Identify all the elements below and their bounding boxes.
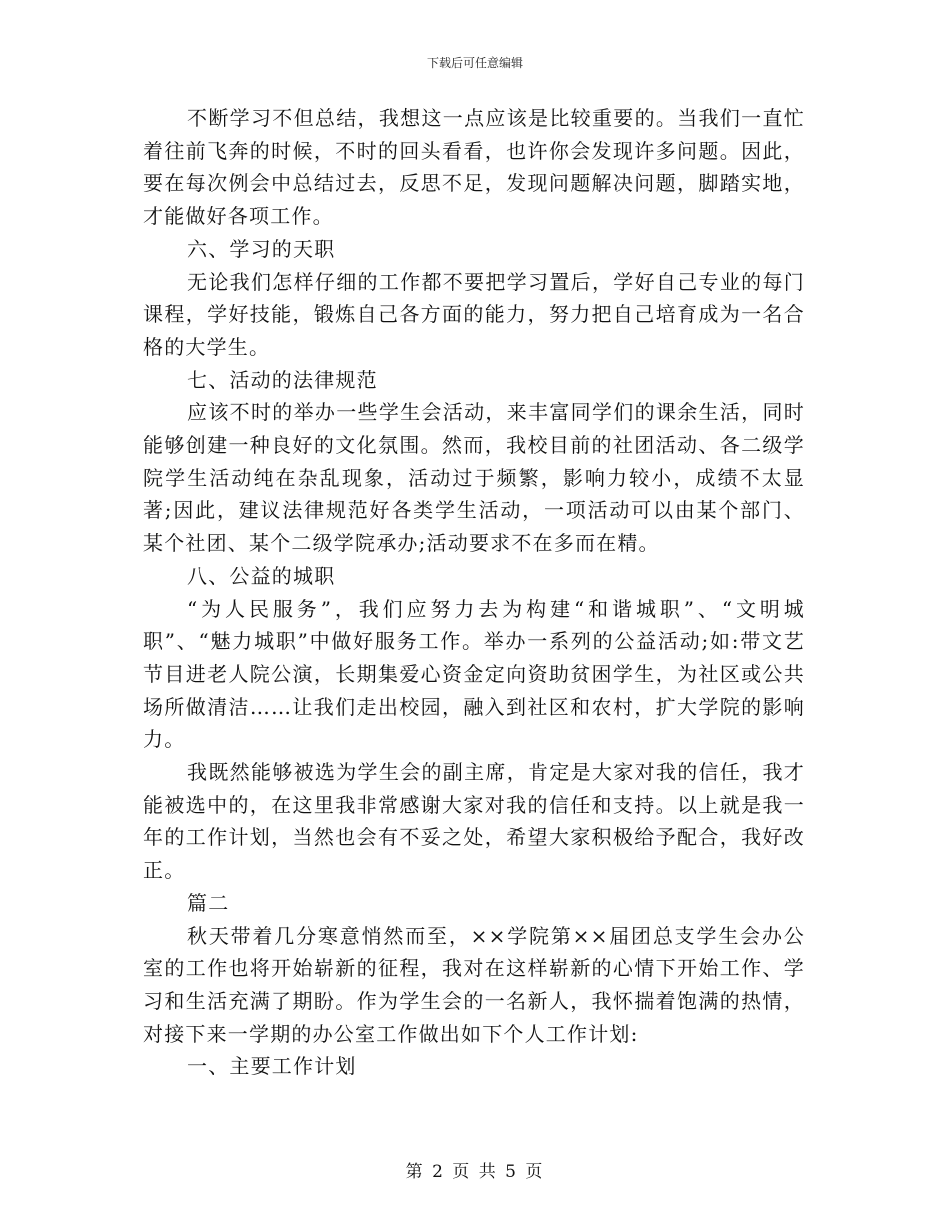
section-heading: 篇二 (187, 890, 230, 915)
section-heading: 七、活动的法律规范 (187, 367, 378, 392)
page-footer: 第 2 页 共 5 页 (405, 1162, 545, 1182)
document-body (143, 102, 805, 1083)
paragraph: “为人民服务”，我们应努力去为构建“和谐城职”、“文明城职”、“魅力城职”中做好服务工作。举办一系列的公益活动;如:带文艺节目进老人院公演，长期集爱心资金定向资助贫困学生，为社区或公共场所做清洁……让我们走出校园，融入到社区和农村，扩大学院的影响力。 (143, 596, 805, 752)
paragraph: 秋天带着几分寒意悄然而至，××学院第××届团总支学生会办公室的工作也将开始崭新的征程，我对在这样崭新的心情下开始工作、学习和生活充满了期盼。作为学生会的一名新人，我怀揣着饱满的热情，对接下来一学期的办公室工作做出如下个人工作计划: (143, 923, 805, 1046)
paragraph: 不断学习不但总结，我想这一点应该是比较重要的。当我们一直忙着往前飞奔的时候，不时的回头看看，也许你会发现许多问题。因此，要在每次例会中总结过去，反思不足，发现问题解决问题，脚踏实地，才能做好各项工作。 (143, 106, 805, 229)
paragraph: 我既然能够被选为学生会的副主席，肯定是大家对我的信任，我才能被选中的，在这里我非常感谢大家对我的信任和支持。以上就是我一年的工作计划，当然也会有不妥之处，希望大家积极给予配合，我好改正。 (143, 760, 805, 883)
paragraph: 应该不时的举办一些学生会活动，来丰富同学们的课余生活，同时能够创建一种良好的文化氛围。然而，我校目前的社团活动、各二级学院学生活动纯在杂乱现象，活动过于频繁，影响力较小，成绩不太显著;因此，建议法律规范好各类学生活动，一项活动可以由某个部门、某个社团、某个二级学院承办;活动要求不在多而在精。 (143, 400, 805, 556)
section-heading: 一、主要工作计划 (187, 1054, 357, 1079)
paragraph: 无论我们怎样仔细的工作都不要把学习置后，学好自己专业的每门课程，学好技能，锻炼自己各方面的能力，努力把自己培育成为一名合格的大学生。 (143, 269, 805, 359)
section-heading: 六、学习的天职 (187, 236, 336, 261)
page-header: 下载后可任意编辑 (426, 56, 523, 70)
section-heading: 八、公益的城职 (187, 563, 336, 588)
